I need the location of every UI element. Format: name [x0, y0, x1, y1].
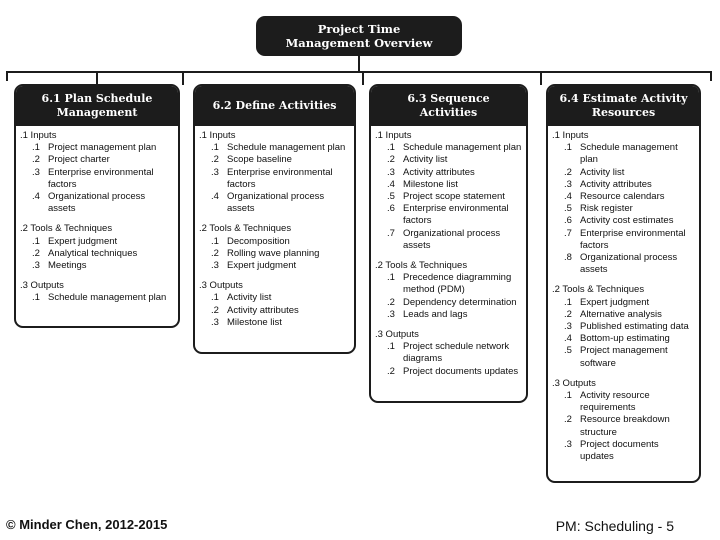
right-edge-line [710, 71, 712, 81]
item-text: Project charter [48, 154, 110, 166]
col1-connector-line [96, 71, 98, 85]
column-sequence-activities [369, 84, 528, 403]
column-define-activities [193, 84, 356, 354]
section-title: .2 Tools & Techniques [375, 260, 468, 272]
column-plan-schedule-management [14, 84, 180, 328]
root-title-line2: Management Overview [285, 36, 433, 50]
item-text: Project management plan [48, 142, 157, 154]
list-item [199, 142, 350, 154]
item-number: .3 [32, 260, 40, 272]
item-number: .1 [211, 235, 219, 247]
copyright-text: © Minder Chen, 2012-2015 [6, 517, 168, 532]
list-item [199, 154, 350, 166]
list-item [199, 292, 350, 304]
item-number: .4 [564, 191, 572, 203]
item-text: Project documents updates [580, 438, 659, 463]
horizontal-connector-line [6, 71, 712, 73]
list-item [552, 414, 695, 438]
item-text: Leads and lags [403, 308, 468, 320]
column-estimate-activity-resources [546, 84, 701, 483]
item-text: Schedule management plan [227, 142, 346, 154]
item-number: .5 [387, 191, 395, 203]
list-item [199, 305, 350, 317]
list-item [552, 191, 695, 203]
list-item [552, 297, 695, 309]
item-text: Dependency determination [403, 296, 517, 308]
item-text: Organizational process assets [227, 191, 325, 215]
list-item [375, 142, 522, 154]
list-item [375, 179, 522, 191]
item-text: Expert judgment [48, 235, 118, 247]
item-text: Activity attributes [403, 166, 475, 178]
column-header [16, 86, 178, 126]
item-text: Organizational process assets [403, 227, 501, 251]
section [375, 329, 522, 378]
item-text: Activity attributes [580, 178, 652, 190]
item-text: Organizational process assets [580, 252, 678, 276]
section [199, 280, 350, 329]
column-body [195, 126, 354, 329]
item-text: Expert judgment [227, 260, 297, 272]
item-text: Analytical techniques [48, 247, 138, 259]
item-text: Precedence diagramming method (PDM) [403, 272, 512, 296]
section [20, 130, 174, 215]
section [375, 130, 522, 252]
item-text: Enterprise environmental factors [580, 227, 686, 251]
list-item [199, 236, 350, 248]
item-text: Schedule management plan [580, 142, 678, 166]
item-text: Activity list [580, 166, 625, 178]
item-number: .2 [211, 247, 219, 259]
item-text: Activity list [227, 292, 272, 304]
item-number: .4 [32, 191, 40, 203]
item-text: Enterprise environmental factors [227, 166, 333, 190]
root-stem-line [358, 56, 360, 72]
item-text: Activity cost estimates [580, 215, 674, 227]
section [20, 223, 174, 272]
section-title: .2 Tools & Techniques [20, 223, 113, 235]
list-item [199, 260, 350, 272]
item-number: .7 [387, 227, 395, 239]
item-number: .5 [564, 345, 572, 357]
item-number: .5 [564, 203, 572, 215]
list-item [199, 317, 350, 329]
list-item [375, 366, 522, 378]
item-text: Milestone list [403, 178, 458, 190]
item-number: .1 [211, 142, 219, 154]
item-number: .3 [387, 166, 395, 178]
root-process-box [256, 16, 462, 56]
section-title: .3 Outputs [199, 280, 243, 292]
list-item [375, 191, 522, 203]
item-number: .1 [564, 390, 572, 402]
item-number: .2 [564, 308, 572, 320]
item-number: .3 [211, 166, 219, 178]
item-text: Rolling wave planning [227, 247, 320, 259]
item-number: .3 [564, 321, 572, 333]
left-edge-line [6, 71, 8, 81]
section-title: .2 Tools & Techniques [552, 284, 645, 296]
column-body [371, 126, 526, 378]
item-text: Enterprise environmental factors [48, 166, 154, 190]
section-title: .3 Outputs [20, 280, 64, 292]
item-text: Decomposition [227, 235, 290, 247]
column-title-line2: Management [56, 106, 138, 119]
item-text: Organizational process assets [48, 191, 146, 215]
page-label: PM: Scheduling - 5 [555, 518, 674, 534]
col3-connector-line [362, 71, 364, 85]
section [552, 378, 695, 463]
item-text: Schedule management plan [48, 292, 167, 304]
item-number: .8 [564, 252, 572, 264]
list-item [375, 167, 522, 179]
item-number: .2 [564, 414, 572, 426]
list-item [20, 260, 174, 272]
section [552, 130, 695, 276]
item-number: .2 [387, 154, 395, 166]
list-item [20, 236, 174, 248]
column-title-line1: 6.3 Sequence [407, 92, 490, 105]
item-text: Schedule management plan [403, 142, 522, 154]
list-item [552, 252, 695, 276]
item-number: .6 [564, 215, 572, 227]
item-number: .1 [32, 235, 40, 247]
column-header [371, 86, 526, 126]
list-item [375, 341, 522, 365]
list-item [552, 228, 695, 252]
item-text: Scope baseline [227, 154, 292, 166]
item-text: Risk register [580, 203, 633, 215]
column-header [548, 86, 699, 126]
list-item [552, 333, 695, 345]
section-title: .2 Tools & Techniques [199, 223, 292, 235]
item-number: .1 [387, 272, 395, 284]
col2-connector-line [182, 71, 184, 85]
list-item [552, 203, 695, 215]
list-item [199, 167, 350, 191]
item-number: .2 [211, 154, 219, 166]
item-text: Project schedule network diagrams [403, 341, 510, 365]
section [552, 284, 695, 369]
column-title-line1: 6.2 Define Activities [212, 99, 337, 112]
item-number: .2 [211, 304, 219, 316]
item-number: .2 [564, 166, 572, 178]
item-number: .7 [564, 227, 572, 239]
item-number: .2 [32, 154, 40, 166]
item-number: .1 [564, 142, 572, 154]
item-text: Resource calendars [580, 191, 665, 203]
list-item [20, 248, 174, 260]
item-text: Resource breakdown structure [580, 414, 670, 438]
item-text: Activity attributes [227, 304, 299, 316]
item-number: .3 [387, 308, 395, 320]
column-title-line1: 6.4 Estimate Activity [559, 92, 688, 105]
item-number: .2 [387, 296, 395, 308]
column-body [16, 126, 178, 305]
list-item [552, 345, 695, 369]
item-number: .3 [211, 260, 219, 272]
item-number: .6 [387, 203, 395, 215]
column-title-line2: Resources [591, 106, 656, 119]
section-title: .1 Inputs [20, 130, 57, 141]
item-number: .1 [387, 142, 395, 154]
column-header [195, 86, 354, 126]
item-number: .3 [211, 316, 219, 328]
item-text: Milestone list [227, 316, 282, 328]
item-number: .1 [32, 292, 40, 304]
item-text: Activity list [403, 154, 448, 166]
section-title: .1 Inputs [375, 130, 412, 141]
item-number: .1 [211, 292, 219, 304]
list-item [552, 142, 695, 166]
list-item [375, 297, 522, 309]
item-number: .4 [387, 178, 395, 190]
list-item [199, 191, 350, 215]
section [375, 260, 522, 321]
item-number: .4 [564, 333, 572, 345]
list-item [375, 154, 522, 166]
list-item [375, 203, 522, 227]
list-item [199, 248, 350, 260]
item-number: .3 [32, 166, 40, 178]
list-item [375, 228, 522, 252]
item-number: .2 [32, 247, 40, 259]
list-item [20, 292, 174, 304]
list-item [552, 179, 695, 191]
col4-connector-line [540, 71, 542, 85]
item-text: Expert judgment [580, 296, 650, 308]
item-number: .2 [387, 365, 395, 377]
list-item [375, 309, 522, 321]
item-text: Enterprise environmental factors [403, 203, 509, 227]
item-number: .1 [32, 142, 40, 154]
item-number: .3 [564, 178, 572, 190]
item-text: Alternative analysis [580, 308, 662, 320]
section [199, 130, 350, 215]
list-item [552, 215, 695, 227]
list-item [552, 167, 695, 179]
section-title: .1 Inputs [199, 130, 236, 141]
item-text: Activity resource requirements [580, 390, 650, 414]
list-item [552, 321, 695, 333]
item-text: Published estimating data [580, 321, 689, 333]
item-text: Project management software [580, 345, 668, 369]
list-item [20, 167, 174, 191]
section-title: .3 Outputs [552, 377, 596, 389]
item-text: Project scope statement [403, 191, 505, 203]
list-item [375, 272, 522, 296]
list-item [20, 142, 174, 154]
list-item [20, 154, 174, 166]
item-number: .1 [564, 296, 572, 308]
item-number: .1 [387, 341, 395, 353]
root-title-line1: Project Time [317, 22, 401, 36]
column-body [548, 126, 699, 463]
item-number: .3 [564, 438, 572, 450]
section-title: .1 Inputs [552, 130, 589, 141]
item-text: Meetings [48, 260, 87, 272]
column-title-line1: 6.1 Plan Schedule [41, 92, 153, 105]
item-text: Bottom-up estimating [580, 333, 670, 345]
section [199, 223, 350, 272]
section-title: .3 Outputs [375, 329, 419, 341]
section [20, 280, 174, 304]
item-number: .4 [211, 191, 219, 203]
list-item [20, 191, 174, 215]
list-item [552, 390, 695, 414]
item-text: Project documents updates [403, 365, 519, 377]
list-item [552, 309, 695, 321]
column-title-line2: Activities [419, 106, 478, 119]
list-item [552, 439, 695, 463]
